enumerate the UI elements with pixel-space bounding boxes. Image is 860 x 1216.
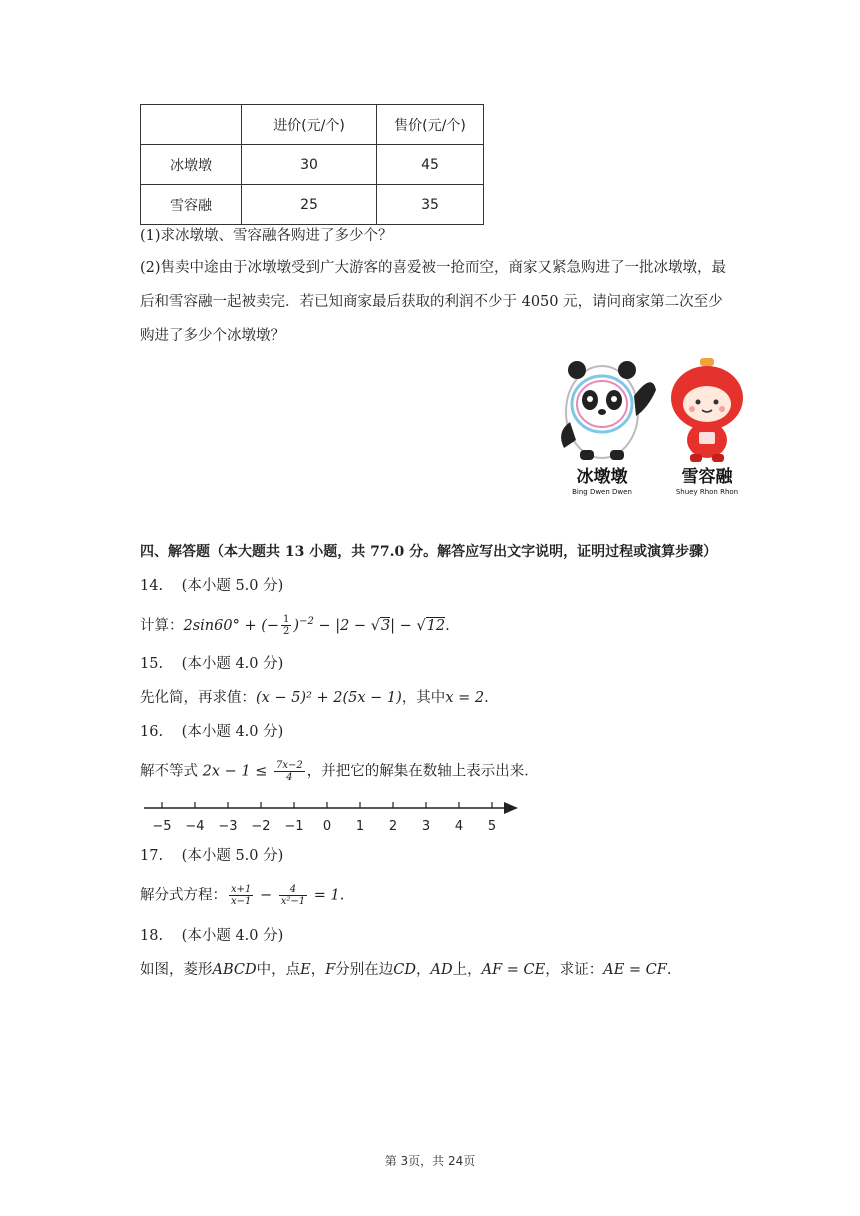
q14-expr-a: 2sin60° + (− — [183, 617, 280, 634]
q18-math: AD — [430, 962, 453, 978]
q16-lhs: 2x − 1 ≤ — [202, 763, 272, 780]
q18-math: AE = CF — [603, 962, 667, 978]
question-number: 16. — [140, 724, 164, 740]
q14-expr-b: ) — [293, 617, 300, 634]
q18-math: E — [300, 962, 311, 978]
q17-prefix: 解分式方程： — [140, 887, 227, 904]
bing-dwen-dwen-name: 冰墩墩 — [576, 467, 628, 487]
q17-header — [140, 846, 283, 866]
q18-text: ， — [310, 962, 326, 978]
table-cell: 35 — [377, 185, 484, 225]
bing-dwen-dwen-pinyin: Bing Dwen Dwen — [572, 488, 632, 496]
number-line-label: −4 — [185, 819, 205, 834]
table-cell: 雪容融 — [141, 185, 242, 225]
table-row — [141, 145, 484, 185]
question-number: 17. — [140, 848, 164, 864]
fraction-numerator: 4 — [279, 884, 307, 896]
shuey-rhon-rhon-name: 雪容融 — [681, 467, 733, 487]
number-line-label: −5 — [152, 819, 172, 834]
q18-text: . — [666, 962, 672, 978]
q16-body — [140, 760, 539, 783]
q15-end: . — [484, 690, 489, 706]
shuey-rhon-rhon-mascot — [671, 358, 743, 462]
q18-math: ABCD — [212, 962, 257, 978]
q15-expr: (x − 5)² + 2(5x − 1) — [256, 690, 402, 706]
table-header-cell: 售价(元/个) — [377, 105, 484, 145]
q15-header — [140, 654, 283, 674]
table-cell: 冰墩墩 — [141, 145, 242, 185]
q16-header — [140, 722, 283, 742]
q18-text: 中，点 — [256, 962, 301, 978]
table-row — [141, 185, 484, 225]
q13-part2-line3: 购进了多少个冰墩墩？ — [140, 328, 285, 344]
q15-prefix: 先化简，再求值： — [140, 690, 256, 706]
q14-expr-d: | − — [390, 617, 417, 634]
q18-math: F — [325, 962, 336, 978]
q14-header — [140, 576, 283, 596]
q14-exponent: −2 — [299, 616, 314, 627]
q18-text: 上， — [452, 962, 482, 978]
q16-prefix: 解不等式 — [140, 763, 203, 780]
number-line-label: 2 — [388, 819, 398, 834]
q18-text: 如图，菱形 — [140, 962, 213, 978]
q18-text: ，求证： — [545, 962, 604, 978]
number-line-label: −1 — [284, 819, 304, 834]
question-score: (本小题 4.0 分) — [181, 928, 284, 944]
number-line-label: 3 — [421, 819, 431, 834]
number-line-label: 0 — [322, 819, 332, 834]
question-number: 15. — [140, 656, 164, 672]
bing-dwen-dwen-mascot — [561, 361, 656, 460]
number-line-label: −3 — [218, 819, 238, 834]
shuey-rhon-rhon-pinyin: Shuey Rhon Rhon — [675, 488, 739, 496]
page-footer: 第 3页，共 24页 — [384, 1154, 476, 1168]
fraction-numerator: 1 — [283, 614, 290, 626]
q14-body: 计算：2sin60° + (− $\frac{1}{2}$ )$^{-2}$ − |2 − √3| − √12. — [140, 614, 450, 638]
number-line-label: −2 — [251, 819, 271, 834]
q17-end: . — [339, 887, 345, 904]
q15-mid: ，其中 — [401, 690, 446, 706]
fraction-denominator: 2 — [283, 626, 290, 638]
q18-math: AF = CE — [481, 962, 546, 978]
q18-text: 分别在边 — [335, 962, 394, 978]
section-heading: 四、解答题（本大题共 13 小题，共 77.0 分。解答应写出文字说明，证明过程或演算步骤） — [140, 544, 718, 560]
question-score: (本小题 5.0 分) — [181, 848, 284, 864]
q18-text: ， — [416, 962, 431, 978]
fraction-denominator: x−1 — [231, 896, 252, 907]
fraction-denominator: 4 — [286, 772, 293, 783]
question-number: 18. — [140, 928, 164, 944]
q13-part2-line2: 后和雪容融一起被卖完．若已知商家最后获取的利润不少于 4050 元，请问商家第二次至少 — [140, 294, 723, 310]
q14-expr-c: − |2 − — [313, 617, 371, 634]
q13-part1: (1)求冰墩墩、雪容融各购进了多少个？ — [140, 228, 393, 244]
table-cell: 30 — [242, 145, 377, 185]
number-line-label: 1 — [355, 819, 365, 834]
q17-body — [140, 884, 344, 907]
fraction-numerator: x+1 — [231, 884, 252, 895]
q13-part2-line1: (2)售卖中途由于冰墩墩受到广大游客的喜爱被一抢而空，商家又紧急购进了一批冰墩墩，最 — [140, 260, 727, 276]
table-header-cell: 进价(元/个) — [242, 105, 377, 145]
number-line-label: 4 — [454, 819, 464, 834]
q16-fraction — [274, 760, 305, 783]
q16-suffix: ，并把它的解集在数轴上表示出来． — [306, 763, 539, 780]
question-score: (本小题 5.0 分) — [181, 578, 284, 594]
q14-end: . — [445, 617, 450, 634]
q14-fraction — [281, 614, 291, 637]
mascots-illustration — [552, 352, 758, 500]
table-header-cell — [141, 105, 242, 145]
q18-header — [140, 926, 283, 946]
q14-sqrt-a: 3 — [380, 617, 391, 634]
q17-rhs: = 1 — [309, 887, 340, 904]
q18-body — [140, 960, 671, 980]
question-score: (本小题 4.0 分) — [181, 724, 284, 740]
q14-prefix: 计算： — [140, 617, 184, 634]
q18-math: CD — [393, 962, 417, 978]
fraction-denominator: x²−1 — [280, 896, 306, 907]
table-cell: 25 — [242, 185, 377, 225]
table-header-row — [141, 105, 484, 145]
q17-fraction-2 — [279, 884, 307, 907]
q14-sqrt-b: 12 — [426, 617, 446, 634]
number-line — [140, 796, 524, 836]
fraction-numerator: 7x−2 — [275, 760, 303, 771]
q15-body — [140, 688, 489, 708]
question-score: (本小题 4.0 分) — [181, 656, 284, 672]
q17-fraction-1 — [229, 884, 253, 907]
question-number: 14. — [140, 578, 164, 594]
q15-cond: x = 2 — [445, 690, 485, 706]
number-line-label: 5 — [487, 819, 497, 834]
price-table — [140, 104, 484, 225]
number-line-arrow — [504, 802, 518, 814]
q17-minus: − — [255, 887, 277, 904]
table-cell: 45 — [377, 145, 484, 185]
